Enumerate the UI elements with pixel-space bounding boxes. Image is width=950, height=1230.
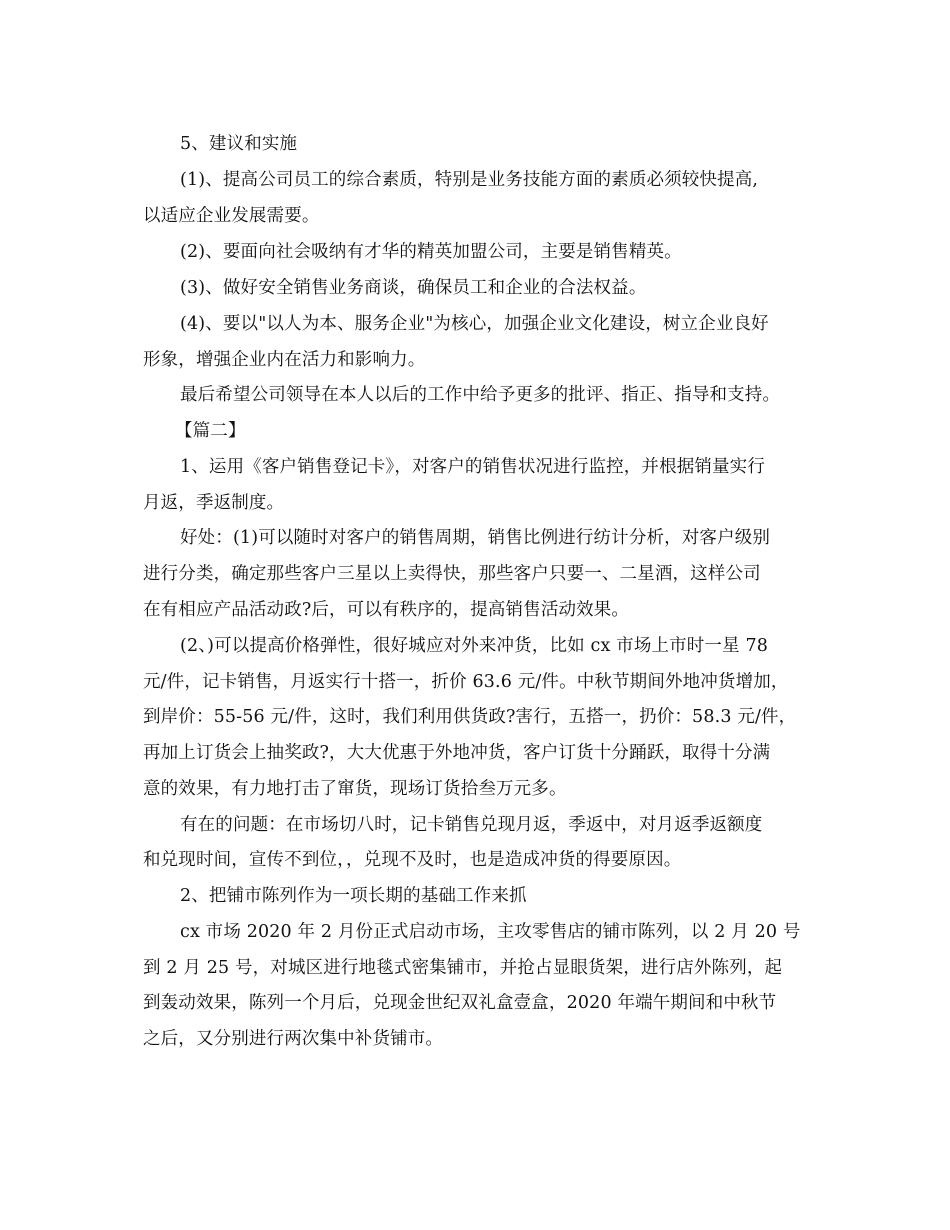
paragraph-line: (1)、提高公司员工的综合素质，特别是业务技能方面的素质必须较快提高, (180, 170, 759, 190)
paragraph-line: 好处：(1)可以随时对客户的销售周期，销售比例进行纺计分析，对客户级别 (180, 528, 771, 548)
paragraph-line: 有在的问题：在市场切八时，记卡销售兑现月返，季返中，对月返季返额度 (180, 815, 763, 835)
paragraph-line: 元/件，记卡销售，月返实行十搭一，折价 63.6 元/件。中秋节期间外地冲货增加， (143, 672, 789, 692)
paragraph-line: 最后希望公司领导在本人以后的工作中给予更多的批评、指正、指导和支持。 (180, 385, 781, 405)
paragraph-line: (2)、要面向社会吸纳有才华的精英加盟公司，主要是销售精英。 (180, 242, 682, 262)
paragraph-line: 到轰动效果，陈列一个月后，兑现金世纪双礼盒壹盒，2020 年端午期间和中秋节 (143, 993, 777, 1013)
paragraph-line: 1、运用《客户销售登记卡》，对客户的销售状况进行监控，并根据销量实行 (180, 457, 765, 477)
paragraph-line: 意的效果，有力地打击了窜货，现场订货拾叁万元多。 (143, 779, 567, 799)
section-heading: 【篇二】 (175, 421, 246, 441)
paragraph-line: 进行分类，确定那些客户三星以上卖得快，那些客户只要一、二星酒，这样公司 (143, 564, 761, 584)
paragraph-line: (2、)可以提高价格弹性，很好城应对外来冲货，比如 cx 市场上市时一星 78 (180, 636, 769, 656)
section-heading: 2、把铺市陈列作为一项长期的基础工作来抓 (180, 886, 527, 906)
paragraph-line: 之后，又分别进行两次集中补货铺市。 (143, 1029, 444, 1049)
paragraph-line: 和兑现时间，宣传不到位，，兑现不及时，也是造成冲货的得要原因。 (143, 850, 682, 870)
paragraph-line: 到 2 月 25 号，对城区进行地毯式密集铺市，并抢占显眼货架，进行店外陈列，起 (143, 958, 783, 978)
paragraph-line: 再加上订货会上抽奖政?，大大优惠于外地冲货，客户订货十分踊跃，取得十分满 (143, 743, 771, 763)
paragraph-line: 月返，季返制度。 (143, 493, 285, 513)
paragraph-line: 在有相应产品活动政?后，可以有秩序的，提高销售活动效果。 (143, 600, 630, 620)
paragraph-line: (3)、做好安全销售业务商谈，确保员工和企业的合法权益。 (180, 278, 647, 298)
paragraph-line: 以适应企业发展需要。 (143, 206, 320, 226)
paragraph-line: 形象，增强企业内在活力和影响力。 (143, 350, 426, 370)
paragraph-line: 到岸价：55-56 元/件，这时，我们利用供货政?害行，五搭一，扔价：58.3 元/件， (143, 707, 797, 727)
paragraph-line: cx 市场 2020 年 2 月份正式启动市场，主攻零售店的铺市陈列，以 2 月 20 号 (180, 922, 801, 942)
section-heading: 5、建议和实施 (180, 134, 298, 154)
paragraph-line: (4)、要以"以人为本、服务企业"为核心，加强企业文化建设，树立企业良好 (180, 314, 769, 334)
